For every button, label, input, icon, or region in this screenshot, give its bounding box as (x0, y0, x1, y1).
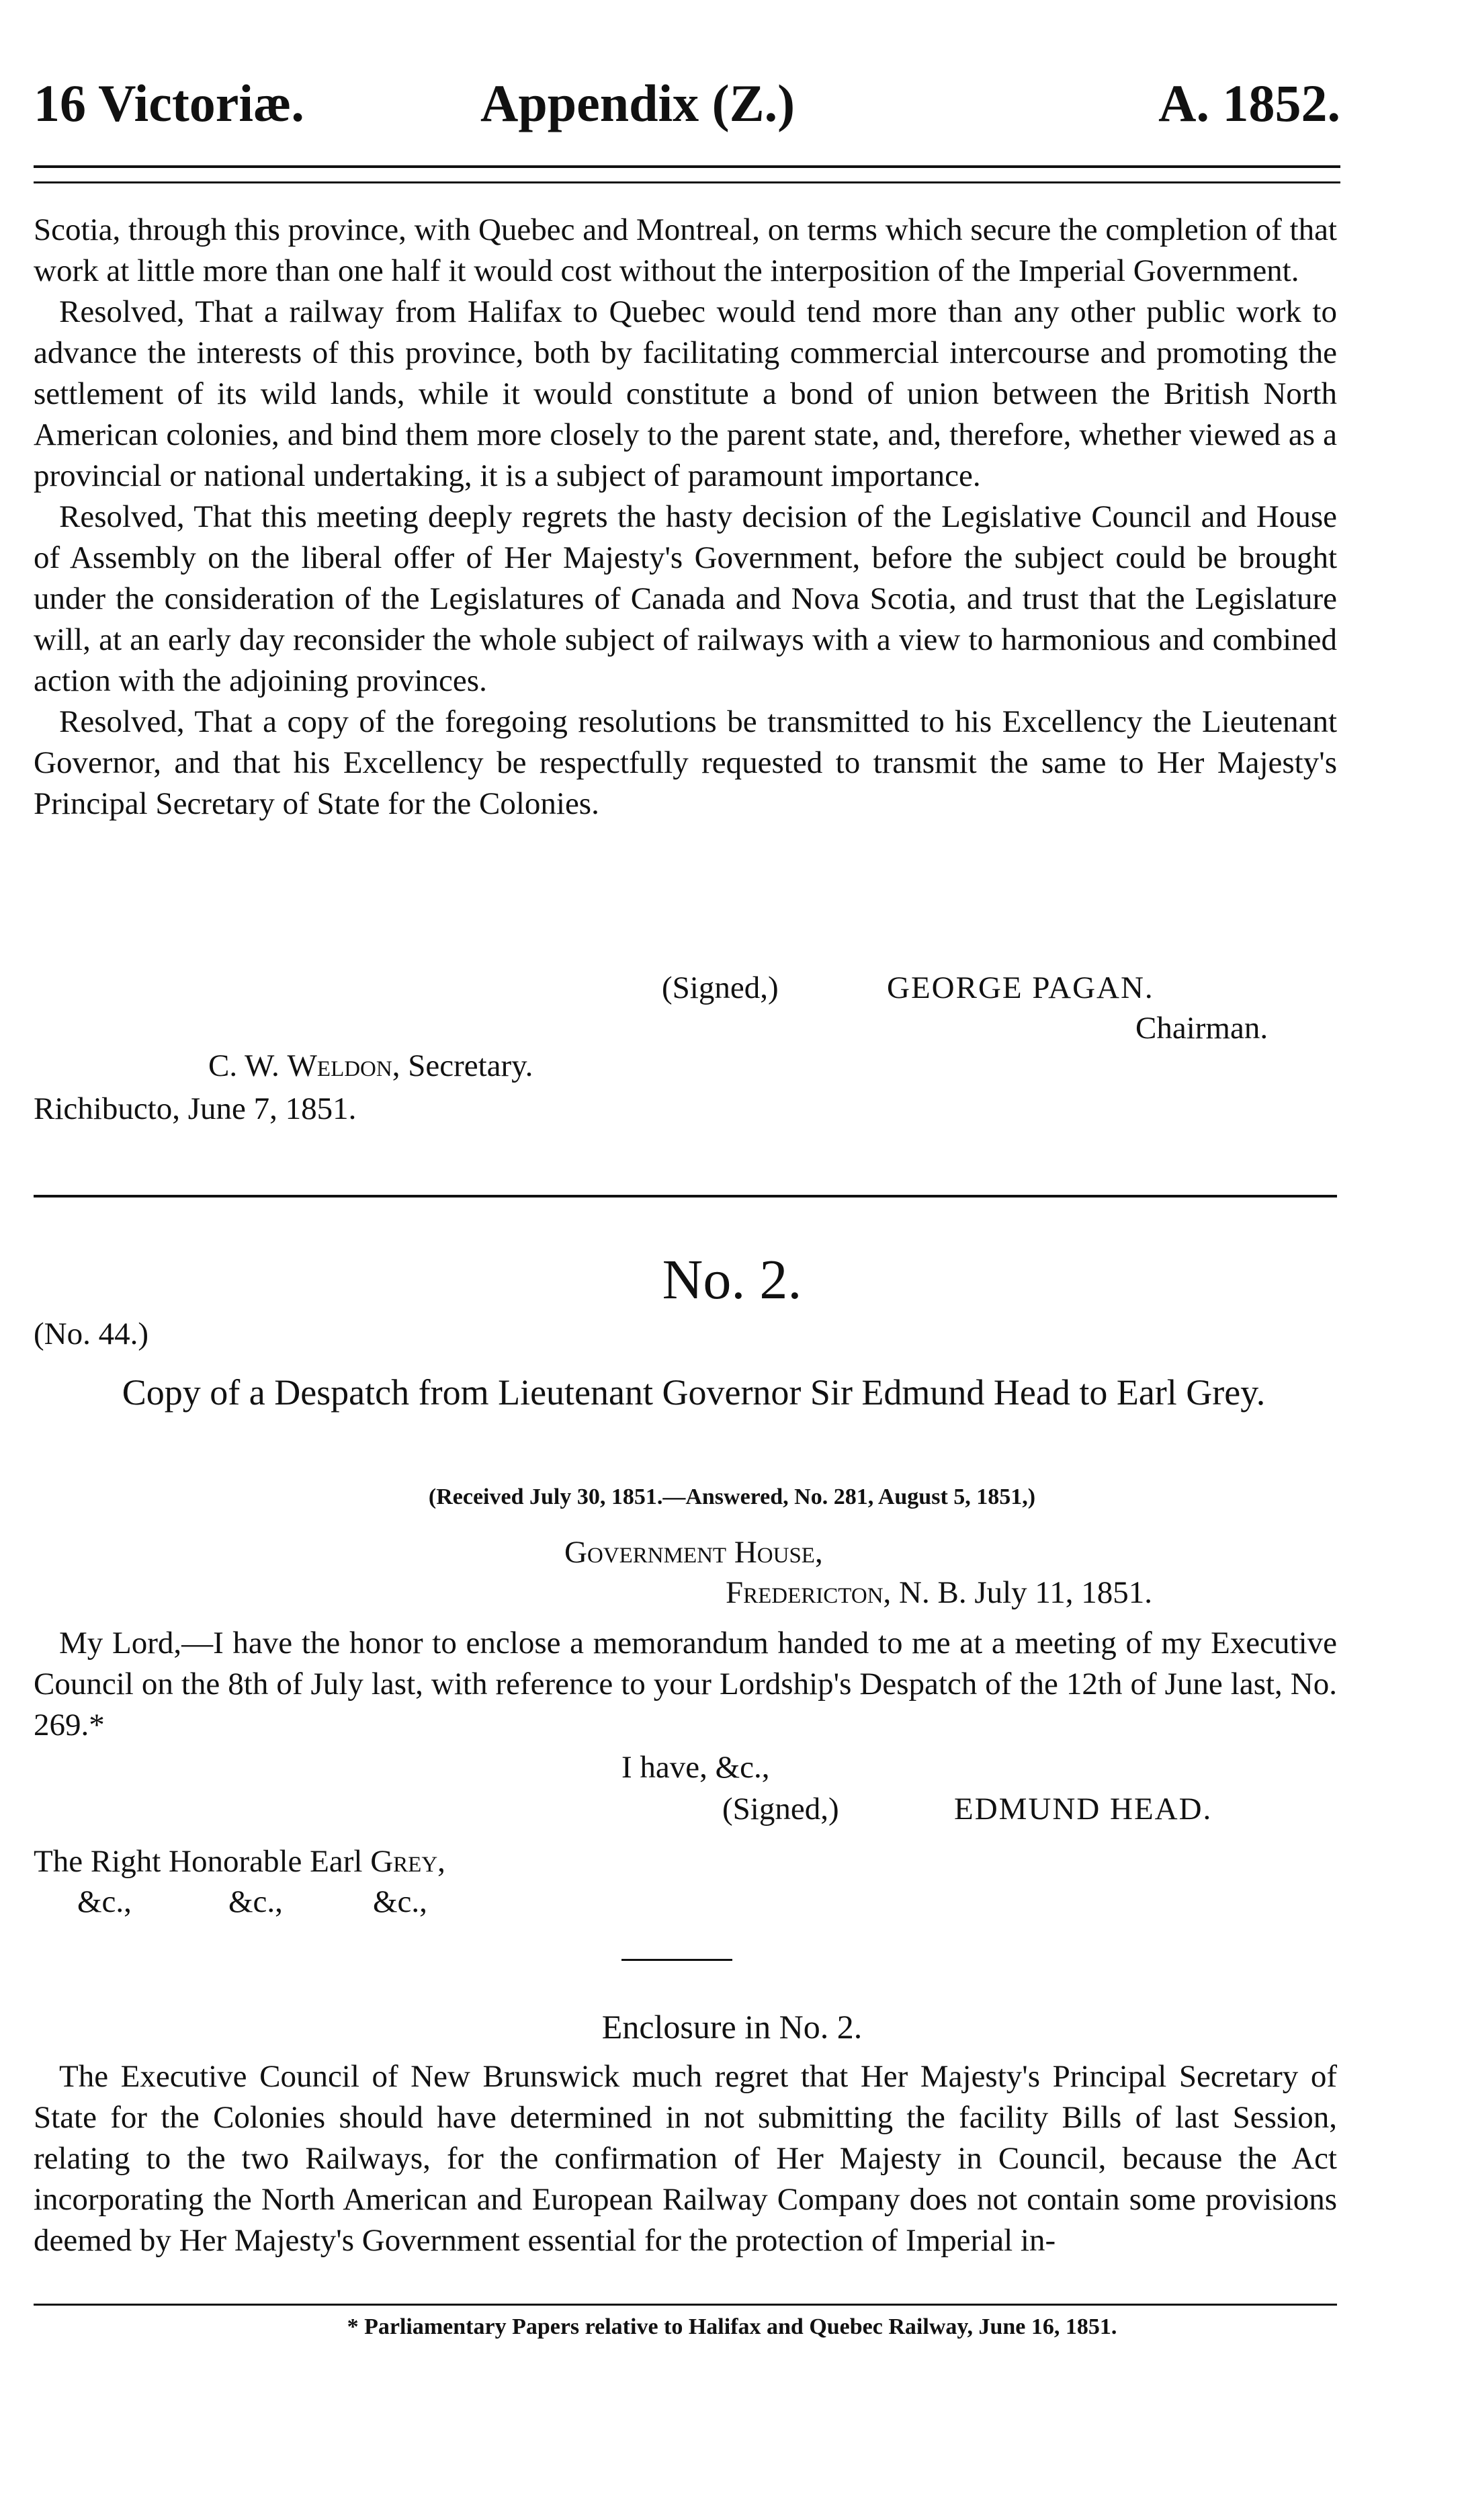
secretary-line (208, 1046, 533, 1087)
address-place: Fredericton (726, 1575, 884, 1610)
header-double-rule (34, 165, 1340, 183)
despatch-reference: (No. 44.) (34, 1316, 148, 1351)
signed-label-2: (Signed,) (722, 1792, 839, 1826)
closing-i-have: I have, &c., (621, 1750, 770, 1785)
received-answered-note: (Received July 30, 1851.—Answered, No. 281, August 5, 1851,) (428, 1484, 1036, 1509)
paragraph-resolution-2: Resolved, That this meeting deeply regrets the hasty decision of the Legislative Council and House of Assembly on the liberal offer of Her Majesty's Government, before the subject could be brought under the consideration of the Legislatures of Canada and Nova Scotia, and trust that the Legislature will, at an early day reconsider the whole subject of railways with a view to harmonious and combined action with the adjoining provinces. (34, 499, 1337, 698)
header-year: A. 1852. (1158, 74, 1340, 132)
header-session: 16 Victoriæ. (34, 74, 304, 132)
resolutions-text (34, 210, 1337, 825)
recipient-etc-1: &c., (77, 1884, 132, 1919)
footnote-rule (34, 2304, 1337, 2306)
section-divider-rule (34, 1195, 1337, 1198)
recipient-line (34, 1841, 445, 1882)
despatch-text (34, 1623, 1337, 1746)
document-number-heading: No. 2. (662, 1249, 802, 1311)
recipient-prefix: The Right Honorable Earl (34, 1844, 371, 1879)
address-place-date (726, 1572, 1152, 1613)
despatch-title: Copy of a Despatch from Lieutenant Governor Sir Edmund Head to Earl Grey. (122, 1372, 1266, 1413)
paragraph-despatch: My Lord,—I have the honor to enclose a memorandum handed to me at a meeting of my Executive Council on the 8th of July last, with reference to your Lordship's Despatch of the 12th of June last, No. 269.* (34, 1626, 1337, 1742)
signatory-pagan: GEORGE PAGAN. (887, 970, 1154, 1005)
signatory-head: EDMUND HEAD. (954, 1792, 1213, 1826)
place-date-richibucto: Richibucto, June 7, 1851. (34, 1091, 357, 1126)
header-appendix: Appendix (Z.) (480, 74, 795, 132)
enclosure-text (34, 2056, 1337, 2261)
paragraph-resolution-3: Resolved, That a copy of the foregoing resolutions be transmitted to his Excellency the Lieutenant Governor, and that his Excellency be respectfully requested to transmit the same to Her Majesty's Principal Secretary of State for the Colonies. (34, 704, 1337, 821)
address-government-house: Government House, (564, 1535, 823, 1570)
short-divider-rule (621, 1959, 732, 1961)
recipient-name: Grey (370, 1844, 438, 1879)
recipient-etc-2: &c., (228, 1884, 283, 1919)
address-rest: , N. B. July 11, 1851. (883, 1575, 1152, 1610)
signed-label-1: (Signed,) (662, 970, 779, 1005)
paragraph-resolution-1: Resolved, That a railway from Halifax to Quebec would tend more than any other public work to advance the interests of this province, both by facilitating commercial intercourse and promoting the settlement of its wild lands, while it would constitute a bond of union between the British North American colonies, and bind them more closely to the parent state, and, therefore, whether viewed as a provincial or national undertaking, it is a subject of paramount importance. (34, 294, 1337, 493)
signatory-title-chairman: Chairman. (1135, 1011, 1268, 1046)
running-header (34, 70, 1340, 137)
secretary-initials: C. W. (208, 1048, 279, 1083)
footnote-text: * Parliamentary Papers relative to Halifax and Quebec Railway, June 16, 1851. (347, 2314, 1117, 2339)
secretary-name: Weldon (287, 1048, 392, 1083)
secretary-suffix: , Secretary. (392, 1048, 533, 1083)
enclosure-heading: Enclosure in No. 2. (601, 2008, 863, 2046)
recipient-suffix: , (437, 1844, 445, 1879)
recipient-etc-3: &c., (373, 1884, 427, 1919)
paragraph-continuation: Scotia, through this province, with Quebec and Montreal, on terms which secure the completion of that work at little more than one half it would cost without the interposition of the Imperial Government. (34, 212, 1337, 288)
paragraph-enclosure: The Executive Council of New Brunswick much regret that Her Majesty's Principal Secretary of State for the Colonies should have determined in not submitting the facility Bills of last Session, relating to the two Railways, for the confirmation of Her Majesty in Council, because the Act incorporating the North American and European Railway Company does not contain some provisions deemed by Her Majesty's Government essential for the protection of Imperial in- (34, 2059, 1337, 2258)
